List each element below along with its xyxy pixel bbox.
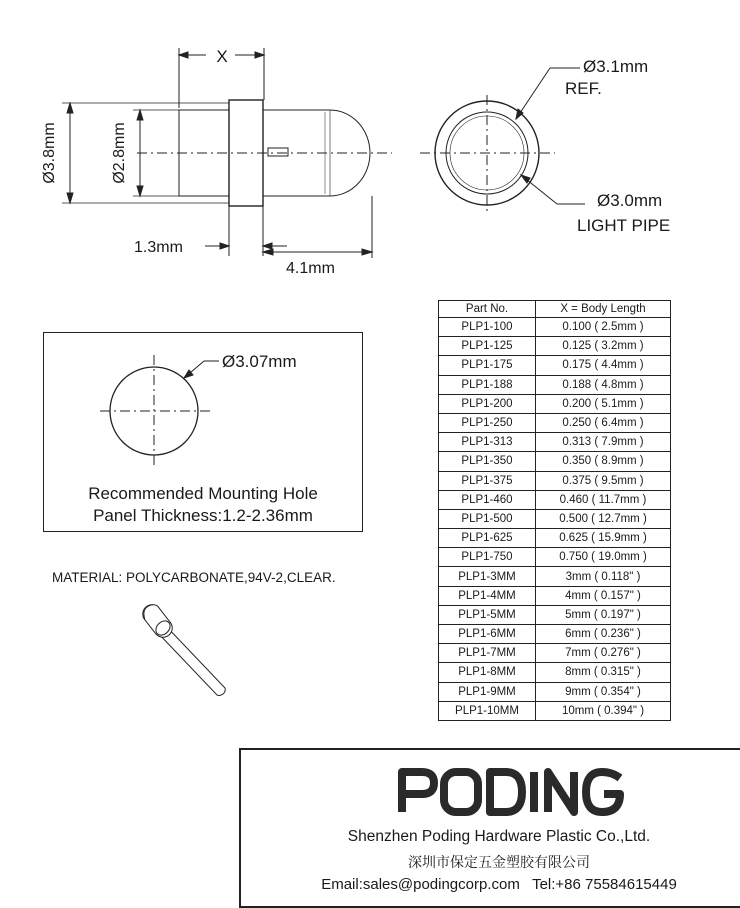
body-length-cell: 10mm ( 0.394" ) — [536, 701, 671, 720]
body-length-cell: 0.350 ( 8.9mm ) — [536, 452, 671, 471]
part-number-cell: PLP1-7MM — [439, 644, 536, 663]
light-pipe-sketch — [135, 600, 245, 700]
mounting-hole-drawing — [44, 333, 364, 483]
table-row — [439, 586, 671, 605]
dim-flange-label: 1.3mm — [134, 239, 183, 256]
pipe-diameter-label: Ø3.0mm — [597, 191, 663, 210]
technical-drawing — [0, 0, 740, 300]
table-row — [439, 375, 671, 394]
part-number-cell: PLP1-175 — [439, 356, 536, 375]
part-number-cell: PLP1-6MM — [439, 625, 536, 644]
part-number-cell: PLP1-250 — [439, 413, 536, 432]
table-row — [439, 701, 671, 720]
body-length-cell: 0.750 ( 19.0mm ) — [536, 548, 671, 567]
hole-diameter-label: Ø3.07mm — [222, 352, 297, 371]
body-length-cell: 0.125 ( 3.2mm ) — [536, 337, 671, 356]
table-row — [439, 509, 671, 528]
part-number-cell: PLP1-313 — [439, 433, 536, 452]
dim-overall-label: 4.1mm — [286, 260, 335, 277]
body-length-cell: 8mm ( 0.315" ) — [536, 663, 671, 682]
header-body-length: X = Body Length — [536, 301, 671, 318]
part-number-cell: PLP1-750 — [439, 548, 536, 567]
body-length-cell: 0.100 ( 2.5mm ) — [536, 318, 671, 337]
part-number-cell: PLP1-4MM — [439, 586, 536, 605]
ref-diameter-label: Ø3.1mm — [583, 57, 649, 76]
table-row — [439, 452, 671, 471]
table-row — [439, 433, 671, 452]
dim-outer-diameter-label: Ø3.8mm — [41, 122, 58, 184]
body-length-cell: 0.625 ( 15.9mm ) — [536, 529, 671, 548]
header-part-no: Part No. — [439, 301, 536, 318]
part-number-cell: PLP1-500 — [439, 509, 536, 528]
dim-inner-diameter-label: Ø2.8mm — [111, 122, 128, 184]
body-length-cell: 9mm ( 0.354" ) — [536, 682, 671, 701]
part-number-cell: PLP1-3MM — [439, 567, 536, 586]
company-contact: Email:sales@podingcorp.com Tel:+86 75584615449 — [321, 876, 677, 893]
table-row — [439, 548, 671, 567]
part-number-cell: PLP1-188 — [439, 375, 536, 394]
body-length-cell: 0.313 ( 7.9mm ) — [536, 433, 671, 452]
body-length-cell: 5mm ( 0.197" ) — [536, 605, 671, 624]
part-number-cell: PLP1-350 — [439, 452, 536, 471]
table-row — [439, 644, 671, 663]
body-length-cell: 0.500 ( 12.7mm ) — [536, 509, 671, 528]
table-row — [439, 663, 671, 682]
part-number-cell: PLP1-9MM — [439, 682, 536, 701]
part-number-cell: PLP1-8MM — [439, 663, 536, 682]
mounting-caption-thickness: Panel Thickness:1.2-2.36mm — [93, 506, 313, 525]
part-number-cell: PLP1-125 — [439, 337, 536, 356]
body-length-cell: 0.200 ( 5.1mm ) — [536, 394, 671, 413]
table-row — [439, 625, 671, 644]
mounting-caption-title: Recommended Mounting Hole — [88, 484, 318, 503]
table-row — [439, 356, 671, 375]
body-length-cell: 0.375 ( 9.5mm ) — [536, 471, 671, 490]
body-length-cell: 3mm ( 0.118" ) — [536, 567, 671, 586]
table-row — [439, 529, 671, 548]
pipe-label: LIGHT PIPE — [577, 216, 671, 235]
table-row — [439, 413, 671, 432]
table-row — [439, 394, 671, 413]
table-header-row — [439, 301, 671, 318]
body-length-cell: 0.175 ( 4.4mm ) — [536, 356, 671, 375]
company-name-en: Shenzhen Poding Hardware Plastic Co.,Ltd. — [347, 828, 651, 845]
table-row — [439, 567, 671, 586]
company-name-cn: 深圳市保定五金塑胶有限公司 — [408, 855, 590, 871]
part-number-cell: PLP1-100 — [439, 318, 536, 337]
table-row — [439, 490, 671, 509]
part-number-cell: PLP1-10MM — [439, 701, 536, 720]
mounting-caption — [44, 483, 362, 527]
material-note: MATERIAL: POLYCARBONATE,94V-2,CLEAR. — [52, 570, 336, 585]
table-row — [439, 471, 671, 490]
table-row — [439, 682, 671, 701]
ref-label: REF. — [565, 79, 602, 98]
part-number-cell: PLP1-200 — [439, 394, 536, 413]
body-length-cell: 4mm ( 0.157" ) — [536, 586, 671, 605]
table-row — [439, 318, 671, 337]
dim-x-label: X — [216, 47, 228, 66]
part-number-cell: PLP1-375 — [439, 471, 536, 490]
company-info-panel — [239, 748, 740, 908]
part-number-cell: PLP1-460 — [439, 490, 536, 509]
part-number-cell: PLP1-5MM — [439, 605, 536, 624]
part-number-cell: PLP1-625 — [439, 529, 536, 548]
parts-table — [438, 300, 671, 721]
poding-logo — [398, 766, 628, 816]
body-length-cell: 6mm ( 0.236" ) — [536, 625, 671, 644]
body-length-cell: 0.460 ( 11.7mm ) — [536, 490, 671, 509]
mounting-hole-panel — [43, 332, 363, 532]
body-length-cell: 0.250 ( 6.4mm ) — [536, 413, 671, 432]
body-length-cell: 7mm ( 0.276" ) — [536, 644, 671, 663]
table-row — [439, 337, 671, 356]
table-row — [439, 605, 671, 624]
body-length-cell: 0.188 ( 4.8mm ) — [536, 375, 671, 394]
